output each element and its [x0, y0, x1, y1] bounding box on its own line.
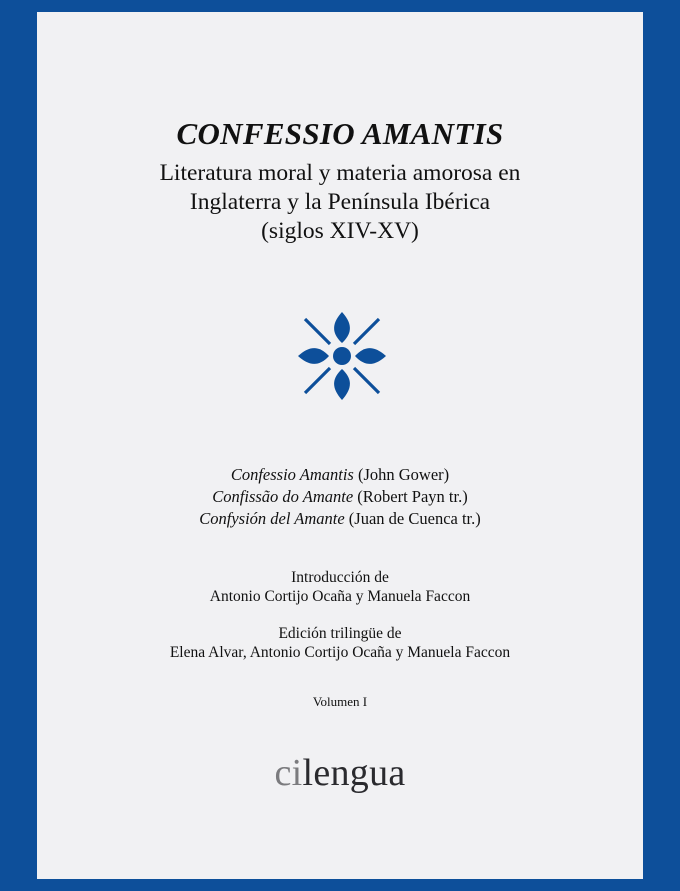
book-title: CONFESSIO AMANTIS — [176, 116, 504, 151]
subtitle-line: Literatura moral y materia amorosa en — [159, 160, 521, 186]
edition-label: Edición trilingüe de — [278, 625, 402, 642]
work-author: (Robert Payn tr.) — [353, 487, 468, 506]
work-title: Confysión del Amante — [199, 509, 345, 528]
edition-credits — [37, 624, 643, 662]
work-author: (Juan de Cuenca tr.) — [344, 509, 481, 528]
work-line — [37, 508, 643, 530]
book-cover — [37, 12, 643, 879]
fleuron-icon — [295, 309, 389, 403]
publisher-logo-prefix: ci — [274, 752, 303, 794]
work-line — [37, 464, 643, 486]
work-title: Confessio Amantis — [230, 465, 354, 484]
volume-label: Volumen I — [312, 694, 368, 709]
introduction-label: Introducción de — [291, 569, 389, 586]
introduction-credits — [37, 568, 643, 606]
edition-names: Elena Alvar, Antonio Cortijo Ocaña y Manuela Faccon — [169, 644, 511, 661]
subtitle-line: Inglaterra y la Península Ibérica — [189, 189, 491, 215]
publisher-logo — [37, 753, 643, 793]
work-line — [37, 486, 643, 508]
subtitle-line: (siglos XIV-XV) — [261, 218, 419, 244]
work-title: Confissão do Amante — [212, 487, 354, 506]
work-author: (John Gower) — [353, 465, 450, 484]
publisher-logo-suffix: lengua — [302, 752, 406, 794]
works-list — [37, 464, 643, 530]
introduction-names: Antonio Cortijo Ocaña y Manuela Faccon — [209, 588, 471, 605]
book-subtitle — [37, 159, 643, 246]
